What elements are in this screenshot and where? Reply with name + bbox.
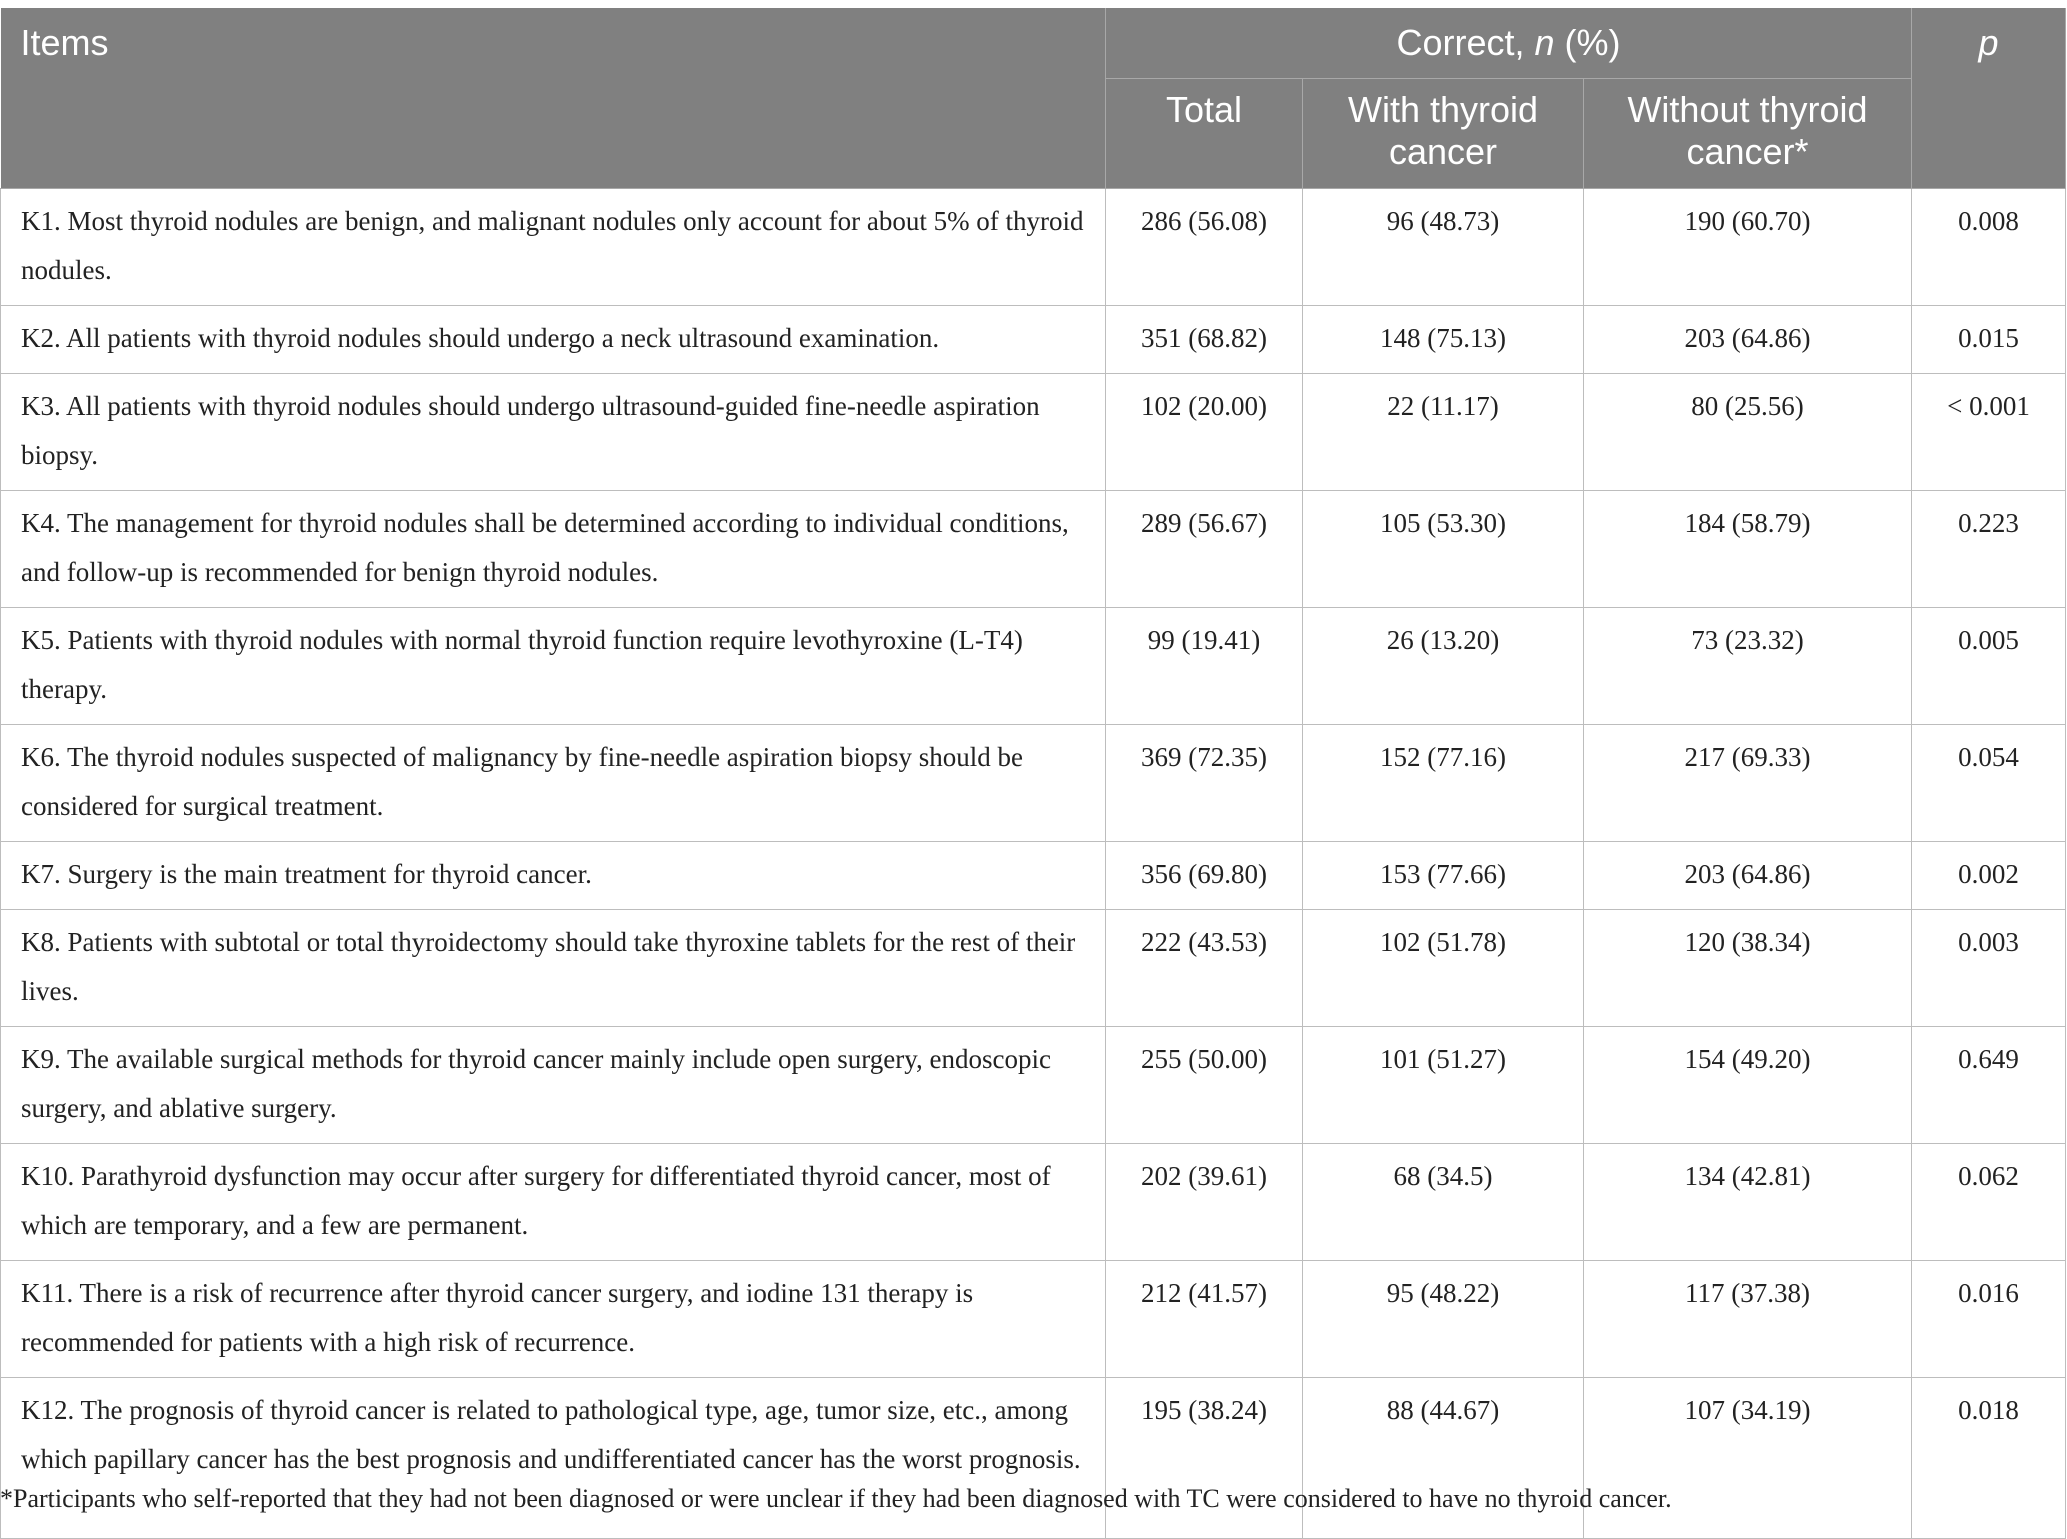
header-items: Items	[1, 8, 1106, 188]
header-without-thyroid-cancer: Without thyroid cancer*	[1584, 78, 1912, 188]
header-with-thyroid-cancer: With thyroid cancer	[1303, 78, 1584, 188]
row-item: K2. All patients with thyroid nodules should undergo a neck ultrasound examination.	[1, 305, 1106, 373]
row-item: K1. Most thyroid nodules are benign, and malignant nodules only account for about 5% of thyroid nodules.	[1, 188, 1106, 305]
row-p: 0.054	[1912, 724, 2066, 841]
row-total: 286 (56.08)	[1106, 188, 1303, 305]
row-p: 0.062	[1912, 1143, 2066, 1260]
knowledge-table	[0, 8, 2066, 1539]
row-without: 134 (42.81)	[1584, 1143, 1912, 1260]
table-header	[1, 8, 2066, 188]
row-item: K7. Surgery is the main treatment for thyroid cancer.	[1, 841, 1106, 909]
row-item: K6. The thyroid nodules suspected of malignancy by fine-needle aspiration biopsy should be considered for surgical treatment.	[1, 724, 1106, 841]
row-with: 96 (48.73)	[1303, 188, 1584, 305]
row-with: 68 (34.5)	[1303, 1143, 1584, 1260]
row-p: 0.016	[1912, 1260, 2066, 1377]
row-with: 95 (48.22)	[1303, 1260, 1584, 1377]
row-with: 148 (75.13)	[1303, 305, 1584, 373]
table-row	[1, 1026, 2066, 1143]
row-without: 73 (23.32)	[1584, 607, 1912, 724]
row-p: 0.003	[1912, 909, 2066, 1026]
row-p: 0.015	[1912, 305, 2066, 373]
row-total: 255 (50.00)	[1106, 1026, 1303, 1143]
header-correct-suffix: (%)	[1554, 22, 1621, 63]
row-total: 289 (56.67)	[1106, 490, 1303, 607]
table-row	[1, 909, 2066, 1026]
row-item: K3. All patients with thyroid nodules should undergo ultrasound-guided fine-needle aspiration biopsy.	[1, 373, 1106, 490]
row-total: 202 (39.61)	[1106, 1143, 1303, 1260]
table-body	[1, 188, 2066, 1538]
row-item: K8. Patients with subtotal or total thyroidectomy should take thyroxine tablets for the rest of their lives.	[1, 909, 1106, 1026]
header-p: p	[1912, 8, 2066, 188]
table-row	[1, 188, 2066, 305]
row-without: 217 (69.33)	[1584, 724, 1912, 841]
header-total: Total	[1106, 78, 1303, 188]
row-without: 203 (64.86)	[1584, 305, 1912, 373]
row-without: 154 (49.20)	[1584, 1026, 1912, 1143]
row-without: 184 (58.79)	[1584, 490, 1912, 607]
table-row	[1, 373, 2066, 490]
row-without: 120 (38.34)	[1584, 909, 1912, 1026]
row-p: 0.018	[1912, 1377, 2066, 1538]
row-item: K10. Parathyroid dysfunction may occur after surgery for differentiated thyroid cancer, most of which are temporary, and a few are permanent.	[1, 1143, 1106, 1260]
row-without: 80 (25.56)	[1584, 373, 1912, 490]
row-without: 107 (34.19)	[1584, 1377, 1912, 1538]
row-with: 26 (13.20)	[1303, 607, 1584, 724]
row-without: 190 (60.70)	[1584, 188, 1912, 305]
row-item: K9. The available surgical methods for thyroid cancer mainly include open surgery, endoscopic surgery, and ablative surgery.	[1, 1026, 1106, 1143]
table-row	[1, 490, 2066, 607]
row-p: 0.649	[1912, 1026, 2066, 1143]
row-total: 99 (19.41)	[1106, 607, 1303, 724]
table-row	[1, 607, 2066, 724]
row-with: 152 (77.16)	[1303, 724, 1584, 841]
header-correct	[1106, 8, 1912, 78]
row-without: 203 (64.86)	[1584, 841, 1912, 909]
row-with: 102 (51.78)	[1303, 909, 1584, 1026]
row-item: K12. The prognosis of thyroid cancer is related to pathological type, age, tumor size, etc., among which papillary cancer has the best prognosis and undifferentiated cancer has the worst prognosis.	[1, 1377, 1106, 1538]
row-p: 0.002	[1912, 841, 2066, 909]
table-row	[1, 1260, 2066, 1377]
row-total: 102 (20.00)	[1106, 373, 1303, 490]
row-item: K11. There is a risk of recurrence after thyroid cancer surgery, and iodine 131 therapy is recommended for patients with a high risk of recurrence.	[1, 1260, 1106, 1377]
header-correct-prefix: Correct,	[1396, 22, 1535, 63]
header-correct-n: n	[1534, 22, 1555, 63]
table-row	[1, 724, 2066, 841]
knowledge-table-container	[0, 8, 2065, 1539]
row-without: 117 (37.38)	[1584, 1260, 1912, 1377]
row-total: 195 (38.24)	[1106, 1377, 1303, 1538]
row-with: 153 (77.66)	[1303, 841, 1584, 909]
row-p: < 0.001	[1912, 373, 2066, 490]
row-item: K4. The management for thyroid nodules shall be determined according to individual conditions, and follow-up is recommended for benign thyroid nodules.	[1, 490, 1106, 607]
row-p: 0.008	[1912, 188, 2066, 305]
table-row	[1, 305, 2066, 373]
table-row	[1, 1143, 2066, 1260]
row-with: 105 (53.30)	[1303, 490, 1584, 607]
row-with: 88 (44.67)	[1303, 1377, 1584, 1538]
row-p: 0.005	[1912, 607, 2066, 724]
row-total: 222 (43.53)	[1106, 909, 1303, 1026]
table-row	[1, 841, 2066, 909]
row-with: 101 (51.27)	[1303, 1026, 1584, 1143]
table-footnote: *Participants who self-reported that they had not been diagnosed or were unclear if they had been diagnosed with TC were considered to have no thyroid cancer.	[0, 1484, 1672, 1513]
row-p: 0.223	[1912, 490, 2066, 607]
row-total: 351 (68.82)	[1106, 305, 1303, 373]
row-total: 369 (72.35)	[1106, 724, 1303, 841]
row-item: K5. Patients with thyroid nodules with normal thyroid function require levothyroxine (L-T4) therapy.	[1, 607, 1106, 724]
row-total: 356 (69.80)	[1106, 841, 1303, 909]
row-with: 22 (11.17)	[1303, 373, 1584, 490]
row-total: 212 (41.57)	[1106, 1260, 1303, 1377]
